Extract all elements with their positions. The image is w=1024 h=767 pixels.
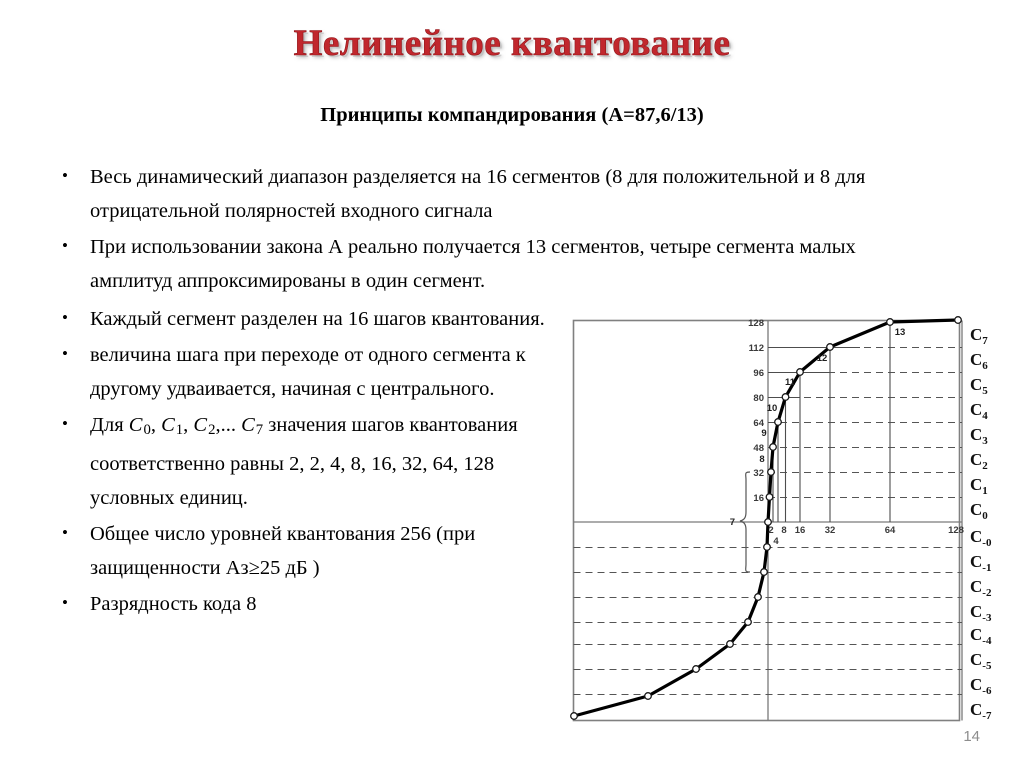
- y-tick-64: 64: [753, 418, 764, 429]
- y-axis-tick-labels: [748, 318, 765, 504]
- segment-c-7: $C_{-7}$: [970, 700, 992, 722]
- subtitle: Принципы компандирования (А=87,6/13): [320, 104, 704, 126]
- comma-1: ,: [183, 414, 194, 436]
- x-tick-2: 2: [768, 525, 774, 536]
- c-variable-subscript: 1: [175, 422, 184, 439]
- y-tick-48: 48: [753, 443, 764, 454]
- c-variable-subscript: 7: [255, 422, 264, 439]
- c-variable-subscript: 0: [143, 422, 151, 439]
- bullet-text: Каждый сегмент разделен на 16 шагов квантования.: [90, 308, 545, 330]
- bullet-text: Весь динамический диапазон разделяется на 16 сегментов (8 для положительной и 8 для отрицательной полярностей входного сигнала: [90, 166, 866, 222]
- segment-c6: $C_6$: [970, 350, 988, 372]
- segment-c-6: $C_{-6}$: [970, 675, 992, 697]
- bullet-code-bits: [48, 587, 548, 621]
- x-tick-8: 8: [781, 525, 787, 536]
- segment-c4: $C_4$: [970, 400, 988, 422]
- segment-label-13: 13: [894, 327, 906, 338]
- segment-labels-positive: [970, 325, 988, 522]
- companding-characteristic-chart: [560, 312, 1022, 726]
- ellipsis: ,...: [215, 414, 242, 436]
- bullet-list-bottom: [48, 302, 548, 623]
- segment-c-4: $C_{-4}$: [970, 625, 992, 647]
- bullet-a-law-segments: [48, 230, 920, 298]
- y-tick-80: 80: [753, 393, 764, 404]
- x-tick-64: 64: [884, 525, 896, 536]
- segment-c-1: $C_{-1}$: [970, 552, 992, 574]
- segment-c1: $C_1$: [970, 475, 988, 497]
- segment-c-5: $C_{-5}$: [970, 650, 992, 672]
- page-title: Нелинейное квантование: [293, 23, 731, 64]
- page-number: 14: [963, 728, 980, 745]
- bullet-text-prefix: Для: [90, 414, 129, 436]
- central-segment-label: 7: [729, 517, 735, 528]
- x-tick-16: 16: [794, 525, 806, 536]
- y-tick-112: 112: [748, 343, 764, 354]
- bullet-dynamic-range: [48, 160, 920, 228]
- x-axis-tick-labels: [768, 525, 964, 547]
- bullet-steps-per-segment: [48, 302, 548, 336]
- segment-c3: $C_3$: [970, 425, 988, 447]
- c-variable-2: $C_2$: [193, 414, 216, 439]
- segment-label-10: 10: [766, 403, 778, 414]
- bullet-text: При использовании закона А реально получается 13 сегментов, четыре сегмента малых амплитуд аппроксимированы в один сегмент.: [90, 236, 856, 292]
- bullet-text: величина шага при переходе от одного сегмента к другому удваивается, начиная с центрального.: [90, 344, 526, 400]
- segment-labels-negative: [970, 527, 992, 722]
- c-variable-7: $C_7$: [241, 414, 264, 439]
- companding-curve: [574, 320, 958, 716]
- bullet-step-doubling: [48, 338, 548, 406]
- segment-label-11: 11: [784, 377, 796, 388]
- bullet-text: Разрядность кода 8: [90, 593, 257, 616]
- c-variable-1: $C_1$: [161, 414, 184, 439]
- bullet-step-values: [48, 408, 548, 515]
- curve-markers: [571, 317, 962, 720]
- c-variable-0: $C_0$: [128, 414, 151, 439]
- segment-c2: $C_2$: [970, 450, 988, 472]
- segment-c0: $C_0$: [970, 500, 988, 522]
- y-tick-32: 32: [753, 468, 764, 479]
- segment-c5: $C_5$: [970, 375, 988, 397]
- x-tick-32: 32: [824, 525, 836, 536]
- segment-c-3: $C_{-3}$: [970, 602, 992, 624]
- y-tick-96: 96: [753, 368, 764, 379]
- segment-label-9: 9: [761, 428, 767, 439]
- bullet-total-levels: [48, 517, 548, 585]
- segment-label-12: 12: [816, 353, 828, 364]
- c-variable-subscript: 2: [208, 422, 216, 439]
- bullet-list-top: [48, 160, 920, 300]
- y-tick-128: 128: [748, 318, 764, 329]
- y-tick-16: 16: [753, 493, 764, 504]
- segment-c7: $C_7$: [970, 325, 988, 347]
- segment-label-8: 8: [759, 454, 765, 465]
- comma-0: ,: [150, 414, 162, 436]
- x-tick-4: 4: [773, 536, 779, 547]
- segment-c-2: $C_{-2}$: [970, 577, 992, 599]
- segment-c-0: $C_{-0}$: [970, 527, 992, 549]
- bullet-text: Общее число уровней квантования 256 (при защищенности Аз≥25 дБ ): [90, 523, 476, 580]
- x-tick-128: 128: [948, 525, 964, 536]
- bullet-text-middle: значения шагов квантования соответственно равны 2, 2, 4, 8, 16, 32, 64, 128 условных единиц.: [90, 414, 518, 510]
